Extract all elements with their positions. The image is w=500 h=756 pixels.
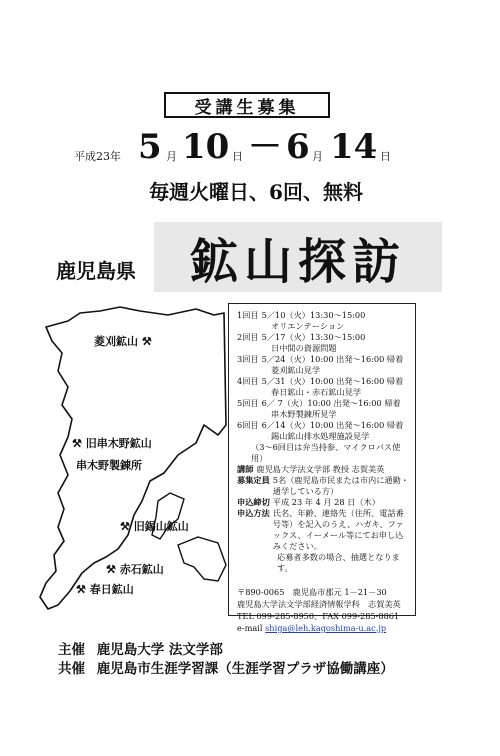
trip-note: （3～6回目は弁当持参、マイクロバス使用）: [251, 442, 401, 463]
session-item: [237, 332, 409, 343]
prefecture-label: 鹿児島県: [56, 259, 136, 283]
contact-email-row: [237, 622, 409, 634]
session-item: [237, 354, 409, 365]
session-date: 5／10（火）13:30～15:00: [261, 310, 366, 320]
lottery-note: 応募者多数の場合、抽選となります。: [277, 552, 400, 573]
page-title: 鉱山探訪: [154, 222, 442, 292]
date-dash: －: [248, 127, 282, 167]
session-date: 5／17（火）13:30～15:00: [261, 332, 366, 342]
crossed-hammers-icon: ⚒: [120, 520, 130, 533]
era-year: 平成23年: [74, 150, 121, 163]
session-detail: 菱刈鉱山見学: [271, 365, 321, 375]
session-detail: 錫山鉱山排水処理施設見学: [271, 431, 370, 441]
kagoshima-map: [28, 305, 228, 615]
site-akaishi: [106, 561, 164, 577]
capacity-value: 5名（鹿児島市民または市内に通勤・通学している方）: [272, 475, 409, 496]
session-date: 5／24（火）10:00 出発～16:00 帰着: [261, 354, 404, 364]
session-number: 4回目: [237, 376, 259, 386]
session-item: [237, 398, 409, 409]
session-number: 2回目: [237, 332, 259, 342]
start-month: 5: [138, 127, 162, 167]
host-value: 鹿児島大学 法文学部: [96, 642, 223, 658]
method-value: 氏名、年齢、連絡先（住所、電話番号等）を記入のうえ、ハガキ、ファックス、イーメール等にてお申し込みください。: [272, 508, 404, 551]
site-kushikino-smelter-label: 串木野製錬所: [76, 459, 142, 472]
session-number: 6回目: [237, 420, 259, 430]
site-hishikari-label: 菱刈鉱山: [94, 335, 138, 348]
course-info-box: [228, 303, 416, 633]
site-kushikino-smelter: [76, 457, 142, 473]
deadline-value: 平成 23 年 4 月 28 日（木）: [272, 497, 380, 507]
cohost-value: 鹿児島市生涯学習課（生涯学習プラザ協働講座）: [96, 661, 394, 677]
instructor-row: [237, 464, 409, 475]
site-kushikino-mine: [72, 435, 152, 451]
cohost-label: 共催: [58, 661, 85, 677]
crossed-hammers-icon: ⚒: [106, 563, 116, 576]
end-month-label: 月: [312, 150, 323, 163]
contact-block: [237, 586, 409, 634]
end-month: 6: [286, 127, 310, 167]
host-row: [58, 641, 394, 660]
start-day: 10: [182, 127, 230, 167]
instructor-label: 講師: [237, 464, 254, 474]
site-kasuga-label: 春日鉱山: [89, 583, 134, 596]
email-label: e-mail: [237, 623, 263, 633]
session-date: 6／ 7（火）10:00 出発～16:00 帰着: [261, 398, 401, 408]
crossed-hammers-icon: ⚒: [72, 437, 82, 450]
session-number: 3回目: [237, 354, 259, 364]
session-date: 6／14（火）10:00 出発～16:00 帰着: [261, 420, 404, 430]
session-number: 1回目: [237, 310, 259, 320]
start-day-label: 日: [232, 150, 243, 163]
deadline-label: 申込締切: [237, 497, 270, 507]
contact-address: 〒890-0065 鹿児島市郡元 1－21－30: [237, 587, 387, 597]
host-label: 主催: [58, 642, 85, 658]
session-list: [237, 310, 409, 442]
site-kasuga: [76, 581, 134, 597]
crossed-hammers-icon: ⚒: [141, 335, 152, 348]
site-suzuyama-label: 旧錫山鉱山: [133, 520, 189, 533]
session-item: [237, 376, 409, 387]
session-detail: オリエンテーション: [271, 321, 345, 331]
sponsors: [58, 641, 394, 679]
site-hishikari: [94, 333, 152, 349]
session-item: [237, 420, 409, 431]
deadline-row: [237, 497, 409, 508]
contact-department: 鹿児島大学法文学部経済情報学科 志賀美英: [237, 599, 401, 609]
session-item: [237, 310, 409, 321]
session-detail: 日中間の資源問題: [271, 343, 337, 353]
method-row: [237, 508, 409, 552]
capacity-label: 募集定員: [237, 475, 270, 485]
start-month-label: 月: [166, 150, 177, 163]
schedule-summary: 毎週火曜日、6回、無料: [149, 180, 363, 204]
end-day-label: 日: [380, 150, 391, 163]
session-detail: 春日鉱山・赤石鉱山見学: [271, 387, 362, 397]
site-kushikino-mine-label: 旧串木野鉱山: [85, 437, 152, 450]
session-number: 5回目: [237, 398, 259, 408]
email-link[interactable]: shiga@leh.kagoshima-u.ac.jp: [265, 623, 387, 633]
cohost-row: [58, 660, 394, 679]
course-dates: [72, 128, 432, 168]
site-akaishi-label: 赤石鉱山: [119, 563, 164, 576]
instructor-value: 鹿児島大学法文学部 教授 志賀美英: [256, 464, 385, 474]
session-date: 5／31（火）10:00 出発～16:00 帰着: [261, 376, 404, 386]
capacity-row: [237, 475, 409, 497]
method-label: 申込方法: [237, 508, 270, 518]
crossed-hammers-icon: ⚒: [76, 583, 86, 596]
contact-phone: TEL 099-285-8950、FAX 099-285-8861: [237, 611, 400, 621]
end-day: 14: [330, 127, 378, 167]
recruitment-heading: 受講生募集: [164, 92, 330, 118]
session-detail: 串木野製錬所見学: [271, 409, 337, 419]
site-suzuyama: [120, 518, 189, 534]
